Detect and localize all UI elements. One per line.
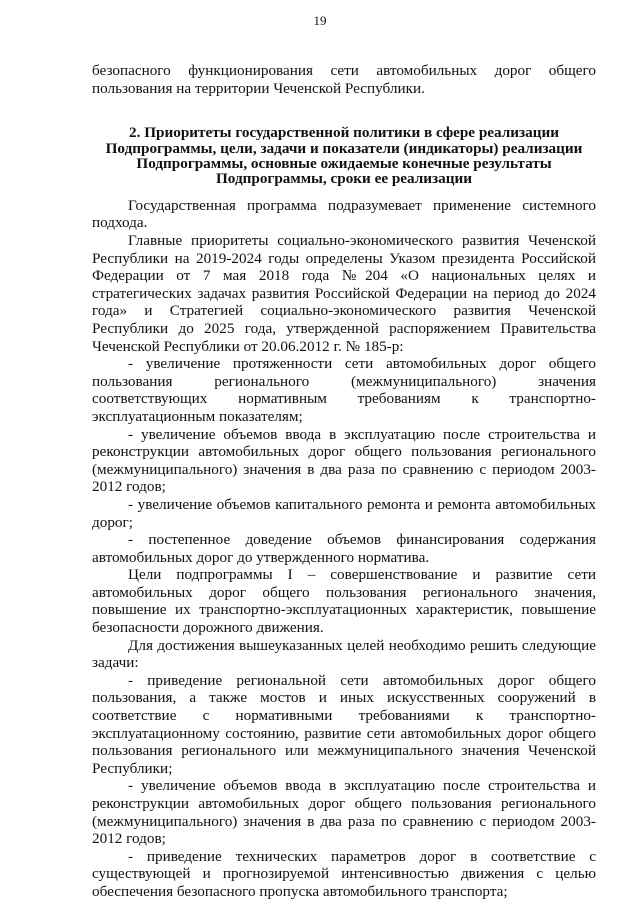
paragraph-tasks-intro: Для достижения вышеуказанных целей необходимо решить следующие задачи:	[92, 636, 596, 672]
list-item-repair-volume: - увеличение объемов капитального ремонта и ремонта автомобильных дорог;	[92, 495, 596, 531]
paragraph-main-priorities: Главные приоритеты социально-экономического развития Чеченской Республики на 2019-2024 годы определены Указом президента Российской Федерации от 7 мая 2018 года №204 «О национальных целях и стратегических задачах развития Российской Федерации на период до 2024 года» и Стратегией социально-экономического развития Чеченской Республики до 2025 года, утвержденной распоряжением Правительства Чеченской Республики от 20.06.2012 г. № 185-р:	[92, 232, 596, 355]
list-item-road-length: - увеличение протяженности сети автомобильных дорог общего пользования регионального (межмуниципального) значения соответствующих нормативным требованиям к транспортно-эксплуатационным показателям;	[92, 355, 596, 425]
page-number: 19	[313, 13, 327, 28]
list-item-financing: - постепенное доведение объемов финансирования содержания автомобильных дорог до утвержденного норматива.	[92, 531, 596, 566]
intro-continuation: безопасного функционирования сети автомобильных дорог общего пользования на территории Чеченской Республики.	[92, 62, 596, 97]
list-item-technical-parameters: - приведение технических параметров дорог в соответствие с существующей и прогнозируемой интенсивностью движения с целью обеспечения безопасного пропуска автомобильного транспорта;	[92, 847, 596, 900]
list-item-construction-volume-2: - увеличение объемов ввода в эксплуатацию после строительства и реконструкции автомобильных дорог общего пользования регионального (межмуниципального) значения в два раза по сравнению с периодом 2003-2012 годов;	[92, 777, 596, 848]
paragraph-system-approach: Государственная программа подразумевает применение системного подхода.	[92, 196, 596, 232]
list-item-network-compliance: - приведение региональной сети автомобильных дорог общего пользования, а также мостов и иных искусственных сооружений в соответствие с нормативными требованиями к транспортно-эксплуатационному состоянию, развитие сети автомобильных дорог общего пользования регионального или межмуниципального значения Чеченской Республики;	[92, 671, 596, 777]
list-item-construction-volume: - увеличение объемов ввода в эксплуатацию после строительства и реконструкции автомобильных дорог общего пользования регионального (межмуниципального) значения в два раза по сравнению с периодом 2003-2012 годов;	[92, 425, 596, 496]
document-body	[92, 62, 596, 901]
section-title: 2. Приоритеты государственной политики в сфере реализации Подпрограммы, цели, задачи и показатели (индикаторы) реализации Подпрограммы, основные ожидаемые конечные результаты Подпрограммы, сроки ее реализации	[105, 124, 583, 188]
paragraph-subprogram-goals: Цели подпрограммы I – совершенствование и развитие сети автомобильных дорог общего пользования регионального значения, повышение их транспортно-эксплуатационных характеристик, повышение безопасности дорожного движения.	[92, 566, 596, 637]
